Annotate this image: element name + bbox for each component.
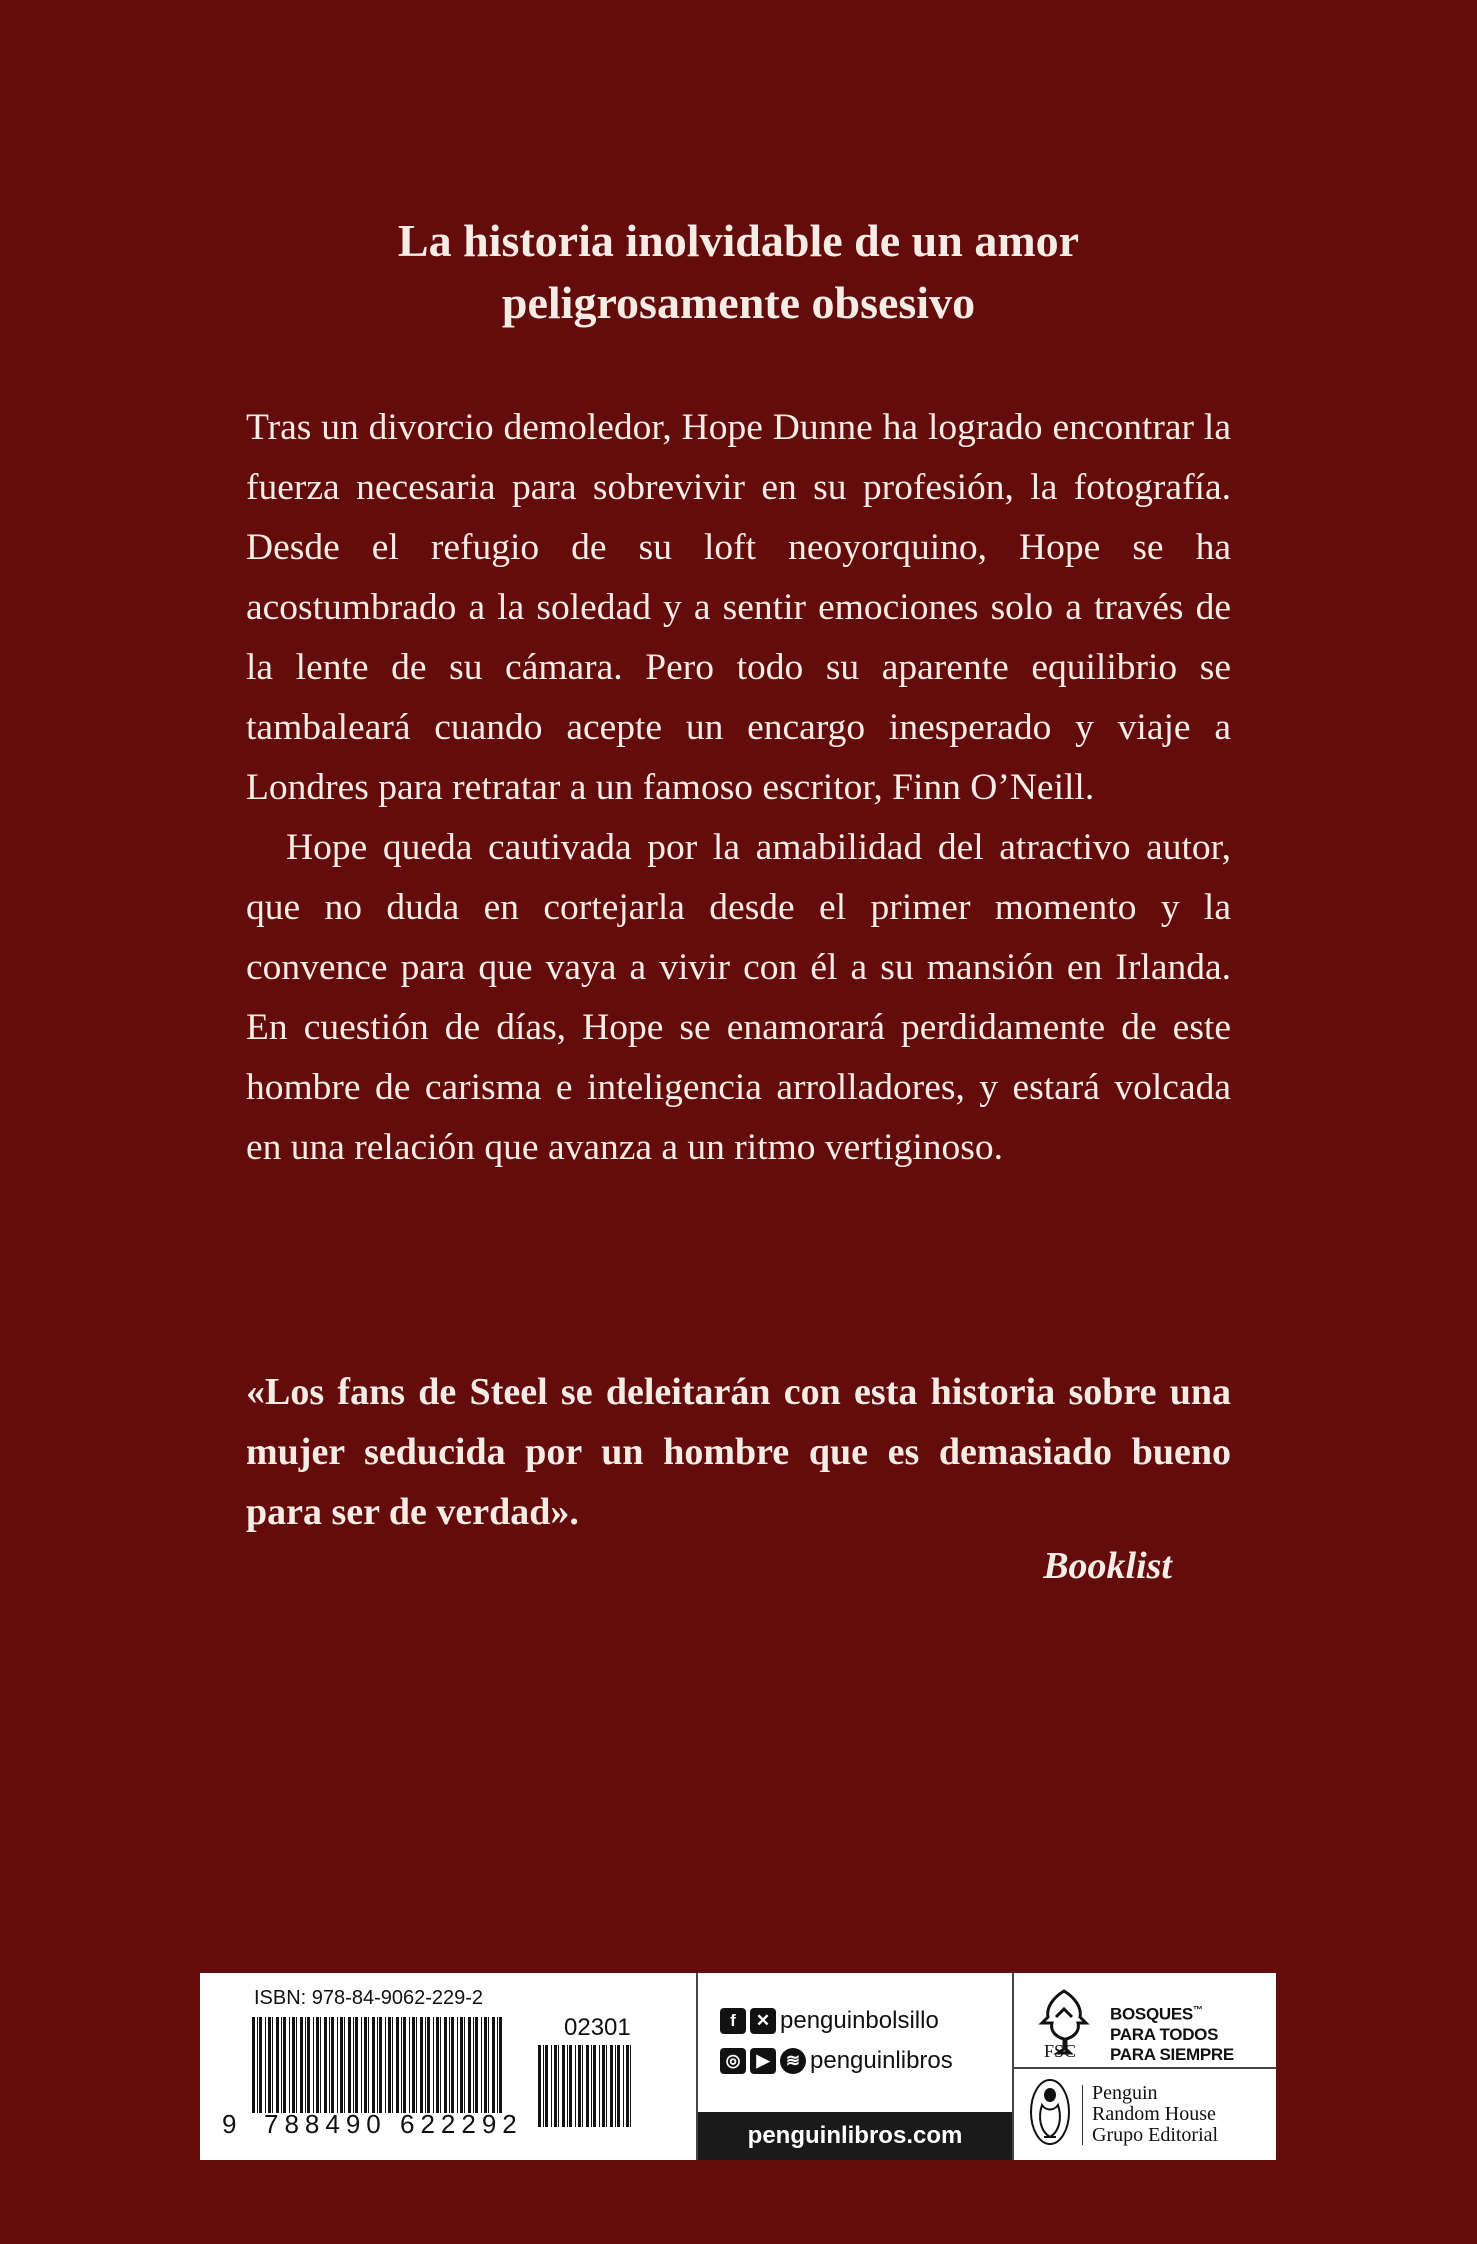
- divider: [1082, 2085, 1083, 2145]
- barcode-bar: [392, 2017, 393, 2113]
- barcode-bar: [602, 2045, 605, 2127]
- barcode-bar: [551, 2045, 552, 2127]
- barcode-bar: [353, 2017, 354, 2113]
- social-row-2: [720, 2047, 953, 2075]
- barcode-bar: [340, 2017, 343, 2113]
- barcode-bar: [545, 2045, 548, 2127]
- barcode-bar: [626, 2045, 629, 2127]
- spotify-icon[interactable]: ≋: [780, 2048, 806, 2074]
- barcode-bar: [481, 2017, 482, 2113]
- barcode-digits-right: 622292: [400, 2109, 523, 2139]
- bosques-line-2: PARA TODOS: [1110, 2024, 1219, 2044]
- barcode-bar: [610, 2045, 613, 2127]
- barcode-bar: [331, 2017, 334, 2113]
- ean-barcode: [252, 2017, 504, 2113]
- barcode-bar: [283, 2017, 286, 2113]
- synopsis: [246, 398, 1231, 1178]
- barcode-bar: [582, 2045, 583, 2127]
- publisher-logo-text: [1092, 2083, 1218, 2146]
- barcode-bar: [591, 2045, 592, 2127]
- barcode-bar: [361, 2017, 362, 2113]
- barcode-bar: [497, 2017, 498, 2113]
- penguin-logo-icon: [1028, 2077, 1072, 2147]
- barcode-bar: [433, 2017, 434, 2113]
- barcode-digit-first: 9: [222, 2109, 243, 2139]
- barcode-bar: [379, 2017, 382, 2113]
- barcode-bar: [562, 2045, 565, 2127]
- barcode-bar: [372, 2017, 375, 2113]
- barcode-bar: [427, 2017, 430, 2113]
- barcode-bar: [538, 2045, 541, 2127]
- barcode-bar: [499, 2017, 502, 2113]
- barcode-bar: [543, 2045, 544, 2127]
- barcode-bar: [412, 2017, 415, 2113]
- barcode-bar: [623, 2045, 624, 2127]
- barcode-bar: [403, 2017, 406, 2113]
- barcode-bar: [396, 2017, 399, 2113]
- barcode-bar: [468, 2017, 471, 2113]
- logo-panel: [1014, 1973, 1276, 2160]
- barcode-bar: [615, 2045, 616, 2127]
- addon-barcode: [538, 2045, 634, 2127]
- barcode-bar: [484, 2017, 487, 2113]
- isbn-label: ISBN: 978-84-9062-229-2: [254, 1987, 484, 2009]
- barcode-bar: [575, 2045, 576, 2127]
- review-source: Booklist: [1043, 1545, 1172, 1587]
- barcode-bar: [473, 2017, 474, 2113]
- barcode-bar: [578, 2045, 581, 2127]
- trademark-mark: ™: [1192, 2005, 1203, 2016]
- barcode-bar: [268, 2017, 271, 2113]
- bosques-slogan: [1110, 2001, 1234, 2065]
- barcode-bar: [586, 2045, 589, 2127]
- bosques-line-1: BOSQUES: [1110, 2004, 1193, 2024]
- barcode-bar: [281, 2017, 282, 2113]
- barcode-bar: [457, 2017, 458, 2113]
- barcode-digits-left: 788490: [264, 2109, 387, 2139]
- barcode-bar: [558, 2045, 559, 2127]
- barcode-bar: [554, 2045, 557, 2127]
- headline-line-2: peligrosamente obsesivo: [501, 277, 976, 328]
- barcode-bar: [368, 2017, 369, 2113]
- barcode-bar: [252, 2017, 255, 2113]
- barcode-bar: [401, 2017, 402, 2113]
- barcode-bar: [348, 2017, 351, 2113]
- barcode-bar: [305, 2017, 306, 2113]
- barcode-bar: [316, 2017, 319, 2113]
- barcode-bar: [364, 2017, 367, 2113]
- barcode-bar: [320, 2017, 321, 2113]
- publisher-line-3: Grupo Editorial: [1092, 2124, 1219, 2146]
- barcode-bar: [617, 2045, 620, 2127]
- barcode-bar: [444, 2017, 447, 2113]
- bosques-line-3: PARA SIEMPRE: [1110, 2044, 1234, 2064]
- publisher-line-2: Random House: [1092, 2103, 1216, 2125]
- synopsis-paragraph-2: Hope queda cautivada por la amabilidad del atractivo autor, que no duda en cortejarla desde el primer momento y la convence para que vaya a vivir con él a su mansión en Irlanda. En cuestión de días, Hope se enamorará perdidamente de este hombre de carisma e inteligencia arrolladores, y estará volcada en una relación que avanza a un ritmo vertiginoso.: [246, 827, 1231, 1168]
- youtube-icon[interactable]: ▶: [750, 2048, 776, 2074]
- social-row-1: [720, 2007, 939, 2035]
- barcode-bar: [385, 2017, 386, 2113]
- fsc-label: FSC: [1044, 2041, 1077, 2061]
- barcode-bar: [593, 2045, 596, 2127]
- barcode-bar: [377, 2017, 378, 2113]
- barcode-bar: [259, 2017, 262, 2113]
- barcode-bar: [569, 2045, 572, 2127]
- barcode-bar: [599, 2045, 600, 2127]
- publisher-info-box: [200, 1973, 1276, 2160]
- barcode-bar: [344, 2017, 345, 2113]
- facebook-icon[interactable]: f: [720, 2008, 746, 2034]
- barcode-bar: [464, 2017, 465, 2113]
- barcode-bar: [436, 2017, 439, 2113]
- barcode-bar: [265, 2017, 266, 2113]
- headline-line-1: La historia inolvidable de un amor: [397, 215, 1080, 266]
- barcode-bar: [492, 2017, 495, 2113]
- barcode-bar: [300, 2017, 303, 2113]
- barcode-bar: [460, 2017, 463, 2113]
- social-handle-1[interactable]: penguinbolsillo: [780, 2007, 939, 2034]
- barcode-bar: [388, 2017, 391, 2113]
- barcode-bar: [355, 2017, 358, 2113]
- barcode-bar: [337, 2017, 338, 2113]
- social-handle-2[interactable]: penguinlibros: [810, 2047, 953, 2074]
- barcode-bar: [567, 2045, 568, 2127]
- barcode-bar: [329, 2017, 330, 2113]
- barcode-bar: [313, 2017, 314, 2113]
- barcode-bar: [296, 2017, 297, 2113]
- barcode-bar: [449, 2017, 450, 2113]
- barcode-bar: [488, 2017, 489, 2113]
- website-link[interactable]: penguinlibros.com: [698, 2112, 1012, 2160]
- barcode-bar: [630, 2045, 631, 2127]
- instagram-icon[interactable]: ◎: [720, 2048, 746, 2074]
- divider: [1014, 2067, 1276, 2069]
- barcode-bar: [324, 2017, 327, 2113]
- review-quote: «Los fans de Steel se deleitarán con esta historia sobre una mujer seducida por un hombre que es demasiado bueno para ser de verdad».: [246, 1371, 1231, 1533]
- barcode-panel: [200, 1973, 696, 2160]
- barcode-bar: [451, 2017, 454, 2113]
- barcode-bar: [292, 2017, 295, 2113]
- synopsis-paragraph-1: Tras un divorcio demoledor, Hope Dunne ha logrado encontrar la fuerza necesaria para sobrevivir en su profesión, la fotografía. Desde el refugio de su loft neoyorquino, Hope se ha acostumbrado a la soledad y a sentir emociones solo a través de la lente de su cámara. Pero todo su aparente equilibrio se tambaleará cuando acepte un encargo inesperado y viaje a Londres para retratar a un famoso escritor, Finn O’Neill.: [246, 407, 1231, 808]
- barcode-bar: [289, 2017, 290, 2113]
- barcode-bar: [420, 2017, 423, 2113]
- barcode-bar: [440, 2017, 441, 2113]
- price-code: 02301: [564, 2014, 631, 2041]
- barcode-bar: [276, 2017, 279, 2113]
- barcode-bar: [409, 2017, 410, 2113]
- barcode-bar: [425, 2017, 426, 2113]
- back-cover-headline: [0, 210, 1477, 334]
- barcode-bar: [272, 2017, 273, 2113]
- social-panel: [698, 1973, 1012, 2160]
- publisher-line-1: Penguin: [1092, 2082, 1158, 2104]
- x-icon[interactable]: ✕: [750, 2008, 776, 2034]
- barcode-bar: [606, 2045, 607, 2127]
- barcode-bar: [307, 2017, 310, 2113]
- barcode-bar: [475, 2017, 478, 2113]
- barcode-bar: [257, 2017, 258, 2113]
- barcode-bar: [416, 2017, 417, 2113]
